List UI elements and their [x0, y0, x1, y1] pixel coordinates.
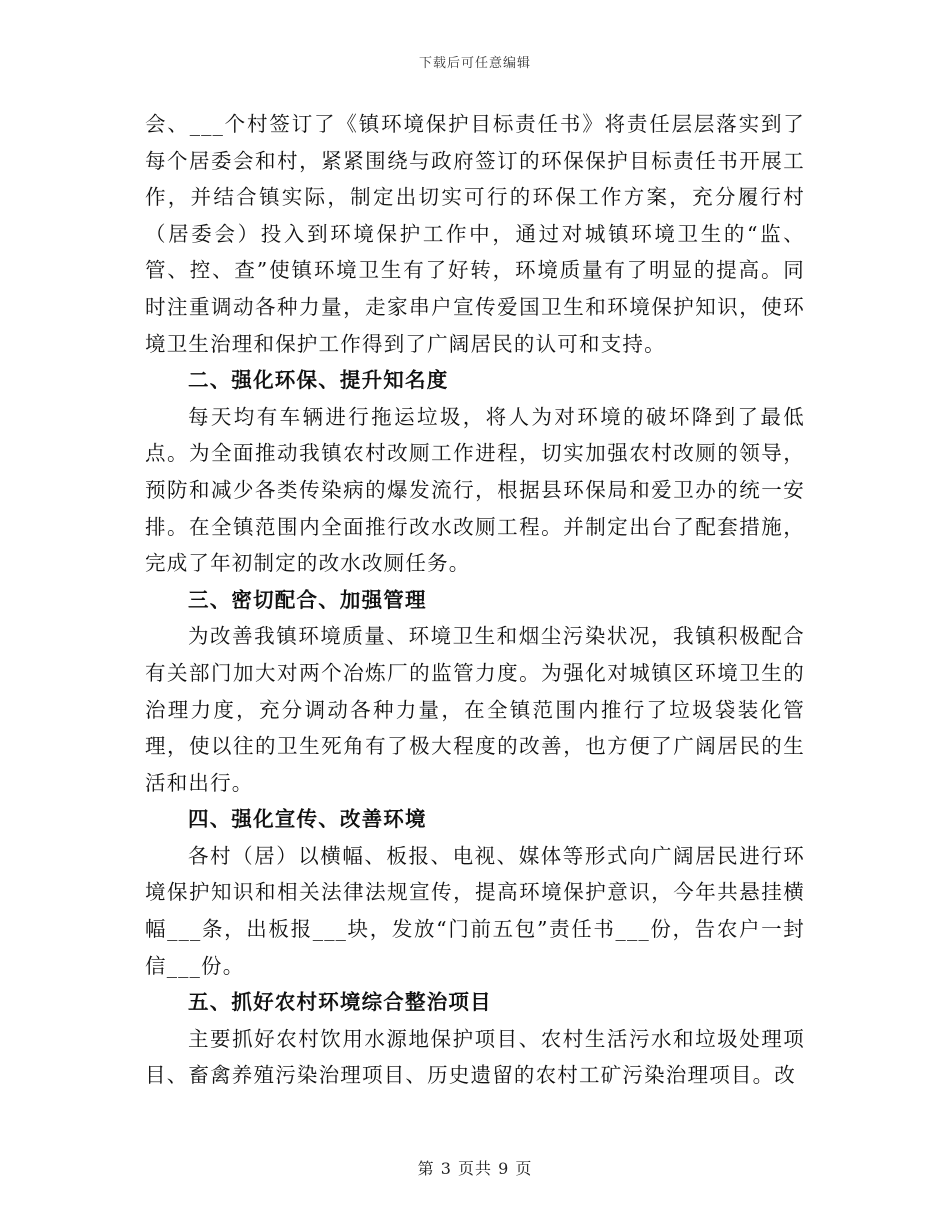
section-heading-5: 五、抓好农村环境综合整治项目 — [188, 990, 492, 1015]
section-heading-4: 四、强化宣传、改善环境 — [188, 807, 427, 832]
paragraph-3: 为改善我镇环境质量、环境卫生和烟尘污染状况，我镇积极配合有关部门加大对两个冶炼厂的监管力度。为强化对城镇区环境卫生的治理力度，充分调动各种力量，在全镇范围内推行了垃圾袋装化管理，使以往的卫生死角有了极大程度的改善，也方便了广阔居民的生活和出行。 — [145, 624, 805, 795]
page-number: 第 3 页共 9 页 — [417, 1159, 533, 1178]
paragraph-5: 主要抓好农村饮用水源地保护项目、农村生活污水和垃圾处理项目、畜禽养殖污染治理项目、历史遗留的农村工矿污染治理项目。改 — [145, 1026, 805, 1088]
document-body — [145, 106, 805, 1094]
section-heading-2: 二、强化环保、提升知名度 — [188, 368, 449, 393]
section-heading-3: 三、密切配合、加强管理 — [188, 587, 427, 612]
paragraph-2: 每天均有车辆进行拖运垃圾，将人为对环境的破坏降到了最低点。为全面推动我镇农村改厕工作进程，切实加强农村改厕的领导，预防和减少各类传染病的爆发流行，根据县环保局和爱卫办的统一安排。在全镇范围内全面推行改水改厕工程。并制定出台了配套措施，完成了年初制定的改水改厕任务。 — [145, 404, 805, 576]
header-note: 下载后可任意编辑 — [418, 56, 531, 71]
paragraph-4: 各村（居）以横幅、板报、电视、媒体等形式向广阔居民进行环境保护知识和相关法律法规宣传，提高环境保护意识，今年共悬挂横幅___条，出板报___块，发放“门前五包”责任书___份，告农户一封信___份。 — [145, 843, 805, 978]
paragraph-1: 会、___个村签订了《镇环境保护目标责任书》将责任层层落实到了每个居委会和村，紧紧围绕与政府签订的环保保护目标责任书开展工作，并结合镇实际，制定出切实可行的环保工作方案，充分履行村（居委会）投入到环境保护工作中，通过对城镇环境卫生的“监、管、控、查”使镇环境卫生有了好转，环境质量有了明显的提高。同时注重调动各种力量，走家串户宣传爱国卫生和环境保护知识，使环境卫生治理和保护工作得到了广阔居民的认可和支持。 — [145, 112, 805, 356]
